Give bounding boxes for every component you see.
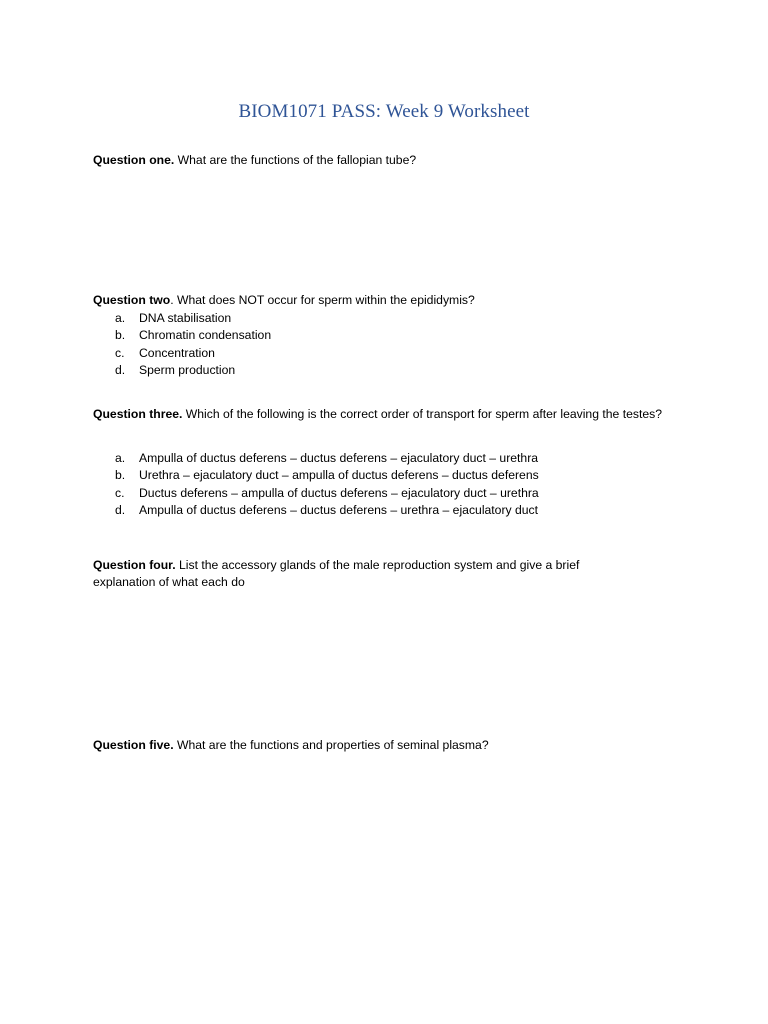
option-item <box>93 502 693 519</box>
question-two <box>93 292 673 309</box>
question-four <box>93 557 633 591</box>
question-label: Question one. <box>93 153 175 167</box>
option-marker: b. <box>115 328 126 343</box>
question-one <box>93 152 673 169</box>
question-three <box>93 406 673 423</box>
option-item <box>93 485 693 502</box>
question-label: Question two <box>93 293 171 307</box>
option-text: Chromatin condensation <box>139 328 272 343</box>
option-marker: c. <box>115 485 125 500</box>
option-marker: d. <box>115 502 126 517</box>
question-text: List the accessory glands of the male reproduction system and give a brief explanation of what each do <box>93 558 580 589</box>
question-five <box>93 737 673 754</box>
option-item <box>93 467 693 484</box>
question-label: Question three. <box>93 407 183 421</box>
question-text: . What does NOT occur for sperm within the epididymis? <box>170 293 475 307</box>
question-label: Question four. <box>93 558 176 572</box>
question-two-options <box>93 310 693 379</box>
option-text: Ampulla of ductus deferens – ductus deferens – urethra – ejaculatory duct <box>139 502 539 517</box>
option-marker: a. <box>115 451 126 465</box>
question-text: Which of the following is the correct order of transport for sperm after leaving the testes? <box>182 407 662 421</box>
question-text: What are the functions and properties of seminal plasma? <box>173 738 489 752</box>
option-item <box>93 362 693 379</box>
option-item <box>93 345 693 362</box>
option-text: Concentration <box>139 345 215 360</box>
option-marker: c. <box>115 345 125 360</box>
option-marker: d. <box>115 362 126 377</box>
question-label: Question five. <box>93 738 174 752</box>
option-item <box>93 310 693 327</box>
option-text: Ductus deferens – ampulla of ductus deferens – ejaculatory duct – urethra <box>139 485 539 500</box>
page-title: BIOM1071 PASS: Week 9 Worksheet <box>238 101 530 122</box>
question-text: What are the functions of the fallopian tube? <box>174 153 417 167</box>
option-text: DNA stabilisation <box>139 311 232 325</box>
option-marker: a. <box>115 311 126 325</box>
question-three-options <box>93 450 693 519</box>
option-item <box>93 327 693 344</box>
option-text: Ampulla of ductus deferens – ductus deferens – ejaculatory duct – urethra <box>139 451 539 465</box>
option-text: Sperm production <box>139 362 236 377</box>
option-text: Urethra – ejaculatory duct – ampulla of ductus deferens – ductus deferens <box>139 468 539 483</box>
option-marker: b. <box>115 468 126 483</box>
option-item <box>93 450 693 467</box>
